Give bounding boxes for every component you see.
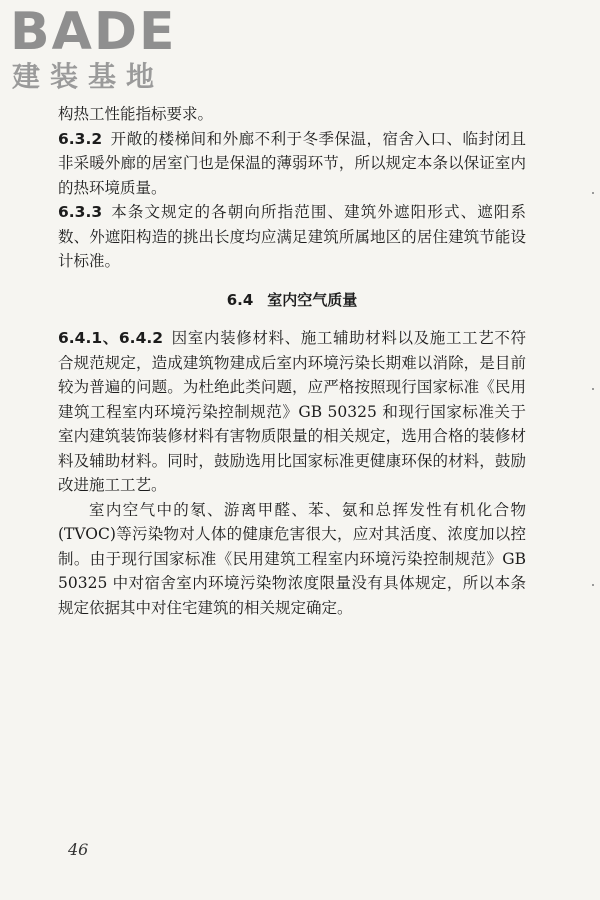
- clause-6-3-3: [58, 200, 526, 274]
- logo-wordmark: BADE: [10, 2, 177, 62]
- clause-text: 因室内装修材料、施工辅助材料以及施工工艺不符合规范规定，造成建筑物建成后室内环境污染长期难以消除，是目前较为普遍的问题。为杜绝此类问题，应严格按照现行国家标准《民用建筑工程室内环境污染控制规范》GB 50325 和现行国家标准关于室内建筑装饰装修材料有害物质限量的相关规定，选用合格的装修材料及辅助材料。同时，鼓励选用比国家标准更健康环保的材料，鼓励改进施工工艺。: [58, 329, 526, 494]
- clause-number: 6.3.3: [58, 203, 103, 221]
- clause-number: 6.3.2: [58, 129, 103, 148]
- paragraph-air-pollutants: [58, 498, 526, 621]
- clause-number: 6.4.1、6.4.2: [58, 329, 164, 347]
- section-title: 室内空气质量: [267, 290, 358, 309]
- scan-mark: [592, 584, 594, 586]
- logo-chinese-text: 建装基地: [12, 60, 165, 93]
- section-number: 6.4: [226, 290, 254, 309]
- document-body: [58, 102, 526, 620]
- clause-6-3-2: [58, 127, 526, 201]
- paragraph-text: 室内空气中的氡、游离甲醛、苯、氨和总挥发性有机化合物(TVOC)等污染物对人体的健康危害很大，应对其活度、浓度加以控制。由于现行国家标准《民用建筑工程室内环境污染控制规范》GB 50325 中对宿舍室内环境污染物浓度限量没有具体规定，所以本条规定依据其中对住宅建筑的相关规定确定。: [58, 500, 526, 617]
- scan-mark: [592, 192, 594, 194]
- section-heading: [58, 288, 526, 313]
- clause-text: 本条文规定的各朝向所指范围、建筑外遮阳形式、遮阳系数、外遮阳构造的挑出长度均应满足建筑所属地区的居住建筑节能设计标准。: [58, 203, 526, 270]
- clause-text: 开敞的楼梯间和外廊不利于冬季保温，宿舍入口、临封闭且非采暖外廊的居室门也是保温的薄弱环节，所以规定本条以保证室内的热环境质量。: [58, 129, 526, 197]
- clause-6-4-1-2: [58, 326, 526, 498]
- bade-logo: [10, 4, 180, 100]
- page-number: 46: [68, 840, 89, 859]
- paragraph-text: 构热工性能指标要求。: [58, 105, 214, 123]
- scan-mark: [592, 388, 594, 390]
- paragraph-continuation: [58, 102, 526, 127]
